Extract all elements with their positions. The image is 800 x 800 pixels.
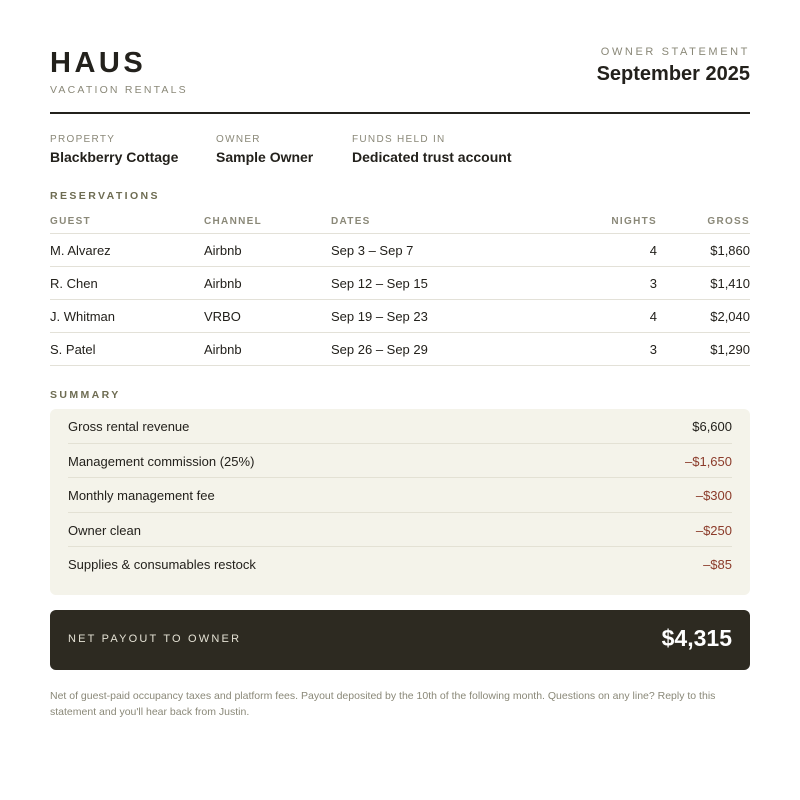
- channel-cell: Airbnb: [204, 276, 242, 291]
- column-header-gross: GROSS: [707, 216, 750, 227]
- summary-amount: –$85: [703, 557, 732, 573]
- nights-cell: 3: [649, 276, 657, 291]
- meta-owner: [216, 134, 313, 165]
- reservations-title: RESERVATIONS: [50, 190, 160, 202]
- dates-cell: Sep 19 – Sep 23: [331, 309, 428, 324]
- summary-line: [68, 444, 732, 479]
- gross-cell: $2,040: [710, 309, 750, 324]
- summary-box: [50, 409, 750, 595]
- summary-line: [68, 513, 732, 548]
- table-row: [50, 300, 750, 333]
- statement-meta: [50, 134, 750, 170]
- summary-line: [68, 478, 732, 513]
- meta-property: [50, 134, 178, 165]
- table-row: [50, 267, 750, 300]
- meta-value: Blackberry Cottage: [50, 149, 179, 165]
- column-header-channel: CHANNEL: [204, 216, 262, 227]
- table-row: [50, 234, 750, 267]
- summary-label: Management commission (25%): [68, 453, 255, 469]
- column-header-guest: GUEST: [50, 216, 91, 227]
- summary-label: Supplies & consumables restock: [68, 557, 256, 573]
- summary-label: Owner clean: [68, 522, 141, 538]
- summary-title: SUMMARY: [50, 389, 121, 401]
- summary-label: Monthly management fee: [68, 488, 215, 504]
- table-row: [50, 333, 750, 366]
- guest-cell: R. Chen: [50, 276, 98, 291]
- channel-cell: Airbnb: [204, 243, 242, 258]
- summary-label: Gross rental revenue: [68, 419, 190, 434]
- nights-cell: 4: [649, 309, 657, 324]
- summary-line: [68, 547, 732, 582]
- summary-amount: –$250: [695, 522, 732, 538]
- net-payout-box: [50, 610, 750, 670]
- column-header-nights: NIGHTS: [611, 216, 657, 227]
- owner-statement: [50, 0, 750, 718]
- gross-cell: $1,410: [710, 276, 750, 291]
- nights-cell: 4: [649, 243, 657, 258]
- meta-label: FUNDS HELD IN: [352, 134, 446, 145]
- dates-cell: Sep 3 – Sep 7: [331, 243, 414, 258]
- column-header-dates: DATES: [331, 216, 371, 227]
- meta-value: Dedicated trust account: [352, 149, 512, 165]
- channel-cell: Airbnb: [204, 342, 242, 357]
- statement-type: OWNER STATEMENT: [600, 46, 750, 58]
- guest-cell: J. Whitman: [50, 309, 116, 324]
- summary-amount: –$1,650: [685, 453, 732, 469]
- footnote: Net of guest-paid occupancy taxes and platform fees. Payout deposited by the 10th of the following month. Questions on any line? Reply to this statement and you'll hear back from Justin.: [50, 690, 716, 718]
- channel-cell: VRBO: [204, 309, 241, 324]
- guest-cell: M. Alvarez: [50, 243, 111, 258]
- net-payout-amount: $4,315: [661, 625, 732, 651]
- summary-amount: $6,600: [692, 419, 732, 434]
- table-header: [50, 212, 750, 234]
- statement-period: September 2025: [596, 63, 750, 85]
- reservations-table: [50, 212, 750, 366]
- meta-label: PROPERTY: [50, 134, 116, 145]
- brand-name: HAUS: [50, 47, 147, 79]
- summary-amount: –$300: [695, 488, 732, 504]
- guest-cell: S. Patel: [50, 342, 96, 357]
- dates-cell: Sep 26 – Sep 29: [331, 342, 428, 357]
- nights-cell: 3: [649, 342, 657, 357]
- brand-tagline: VACATION RENTALS: [50, 84, 188, 96]
- summary-line: [68, 409, 732, 444]
- meta-label: OWNER: [216, 134, 261, 145]
- dates-cell: Sep 12 – Sep 15: [331, 276, 428, 291]
- statement-header: [50, 0, 750, 114]
- meta-value: Sample Owner: [216, 149, 314, 165]
- net-payout-label: NET PAYOUT TO OWNER: [68, 633, 242, 645]
- meta-funds-held: [352, 134, 511, 165]
- gross-cell: $1,860: [710, 243, 750, 258]
- gross-cell: $1,290: [710, 342, 750, 357]
